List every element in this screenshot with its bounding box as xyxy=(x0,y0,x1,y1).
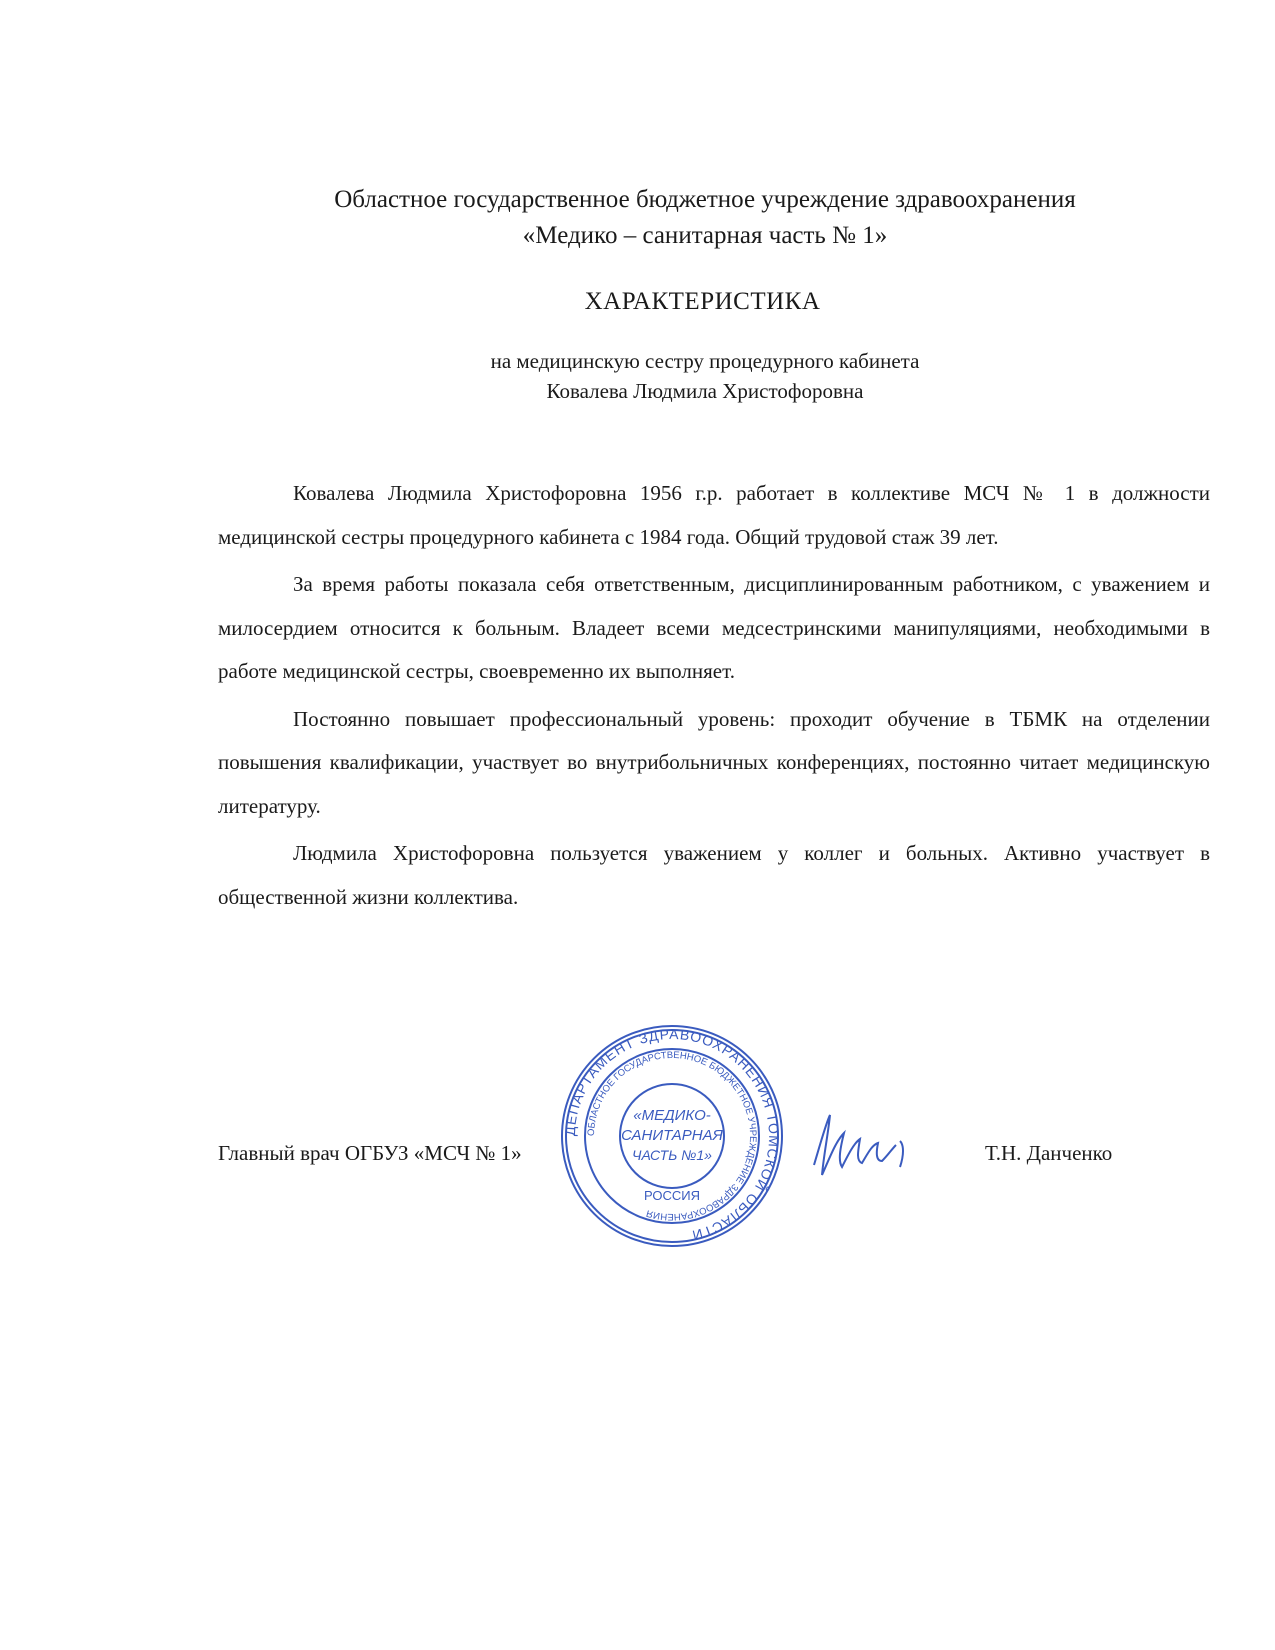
body-paragraph: Людмила Христофоровна пользуется уважением у коллег и больных. Активно участвует в общественной жизни коллектива. xyxy=(218,841,1210,909)
organization-short-name: «Медико – санитарная часть № 1» xyxy=(522,222,888,249)
official-stamp xyxy=(558,1022,786,1250)
stamp-center-line: ЧАСТЬ №1» xyxy=(632,1147,712,1163)
organization-name: Областное государственное бюджетное учреждение здравоохранения xyxy=(334,186,1076,213)
organization-header xyxy=(0,182,1275,254)
document-body xyxy=(218,472,1210,923)
stamp-center-line: САНИТАРНАЯ xyxy=(621,1127,723,1144)
signatory-role: Главный врач ОГБУЗ «МСЧ № 1» xyxy=(218,1141,522,1165)
stamp-center-line: «МЕДИКО- xyxy=(633,1107,711,1124)
body-paragraph: Ковалева Людмила Христофоровна 1956 г.р. работает в коллективе МСЧ № 1 в должности медицинской сестры процедурного кабинета с 1984 года. Общий трудовой стаж 39 лет. xyxy=(218,481,1210,549)
subject-person: Ковалева Людмила Христофоровна xyxy=(546,379,864,403)
body-paragraph: За время работы показала себя ответственным, дисциплинированным работником, с уважением и милосердием относится к больным. Владеет всеми медсестринскими манипуляциями, необходимыми в работе медицинской сестры, своевременно их выполняет. xyxy=(218,572,1210,683)
subject-position: на медицинскую сестру процедурного кабинета xyxy=(490,349,920,373)
document-subject xyxy=(0,346,1275,406)
handwritten-signature xyxy=(800,1105,920,1185)
stamp-inner-ring-text: ОБЛАСТНОЕ ГОСУДАРСТВЕННОЕ БЮДЖЕТНОЕ УЧРЕЖДЕНИЕ ЗДРАВООХРАНЕНИЯ xyxy=(585,1049,759,1223)
body-paragraph: Постоянно повышает профессиональный уровень: проходит обучение в ТБМК на отделении повышения квалификации, участвует во внутрибольничных конференциях, постоянно читает медицинскую литературу. xyxy=(218,706,1210,818)
stamp-country: РОССИЯ xyxy=(643,1188,701,1203)
signatory-name: Т.Н. Данченко xyxy=(985,1141,1113,1165)
stamp-outer-text: ДЕПАРТАМЕНТ ЗДРАВООХРАНЕНИЯ ТОМСКОЙ ОБЛАСТИ xyxy=(561,1025,783,1244)
document-title: ХАРАКТЕРИСТИКА xyxy=(584,288,821,315)
